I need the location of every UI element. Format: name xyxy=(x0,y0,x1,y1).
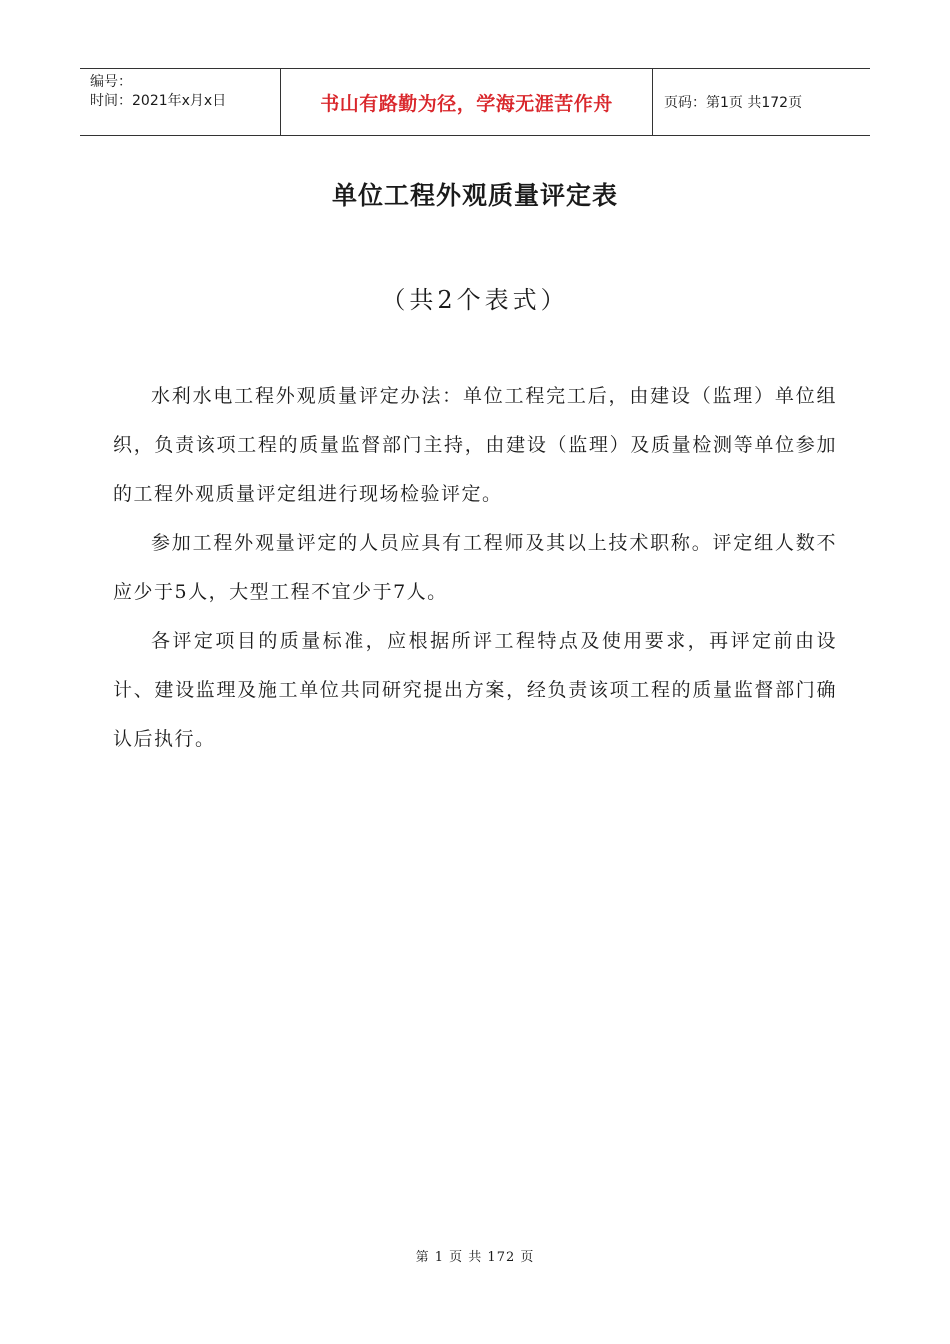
motto-text: 书山有路勤为径，学海无涯苦作舟 xyxy=(320,92,613,115)
document-header xyxy=(80,68,870,136)
document-title: 单位工程外观质量评定表 xyxy=(331,181,618,210)
header-meta-cell xyxy=(80,69,281,135)
body-paragraph-1: 水利水电工程外观质量评定办法：单位工程完工后，由建设（监理）单位组织，负责该项工程的质量监督部门主持，由建设（监理）及质量检测等单位参加的工程外观质量评定组进行现场检验评定。 xyxy=(113,385,837,505)
document-body xyxy=(113,372,837,764)
header-motto-cell xyxy=(281,69,653,135)
document-subtitle: （共2个表式） xyxy=(381,286,569,314)
header-page-cell xyxy=(653,69,870,135)
body-paragraph-2: 参加工程外观量评定的人员应具有工程师及其以上技术职称。评定组人数不应少于5人，大型工程不宜少于7人。 xyxy=(113,532,837,603)
document-time-label: 时间：2021年x月x日 xyxy=(90,93,227,109)
document-number-label: 编号： xyxy=(90,74,132,90)
header-page-info: 页码：第1页 共172页 xyxy=(664,95,803,111)
body-paragraph-3: 各评定项目的质量标准，应根据所评工程特点及使用要求，再评定前由设计、建设监理及施工单位共同研究提出方案，经负责该项工程的质量监督部门确认后执行。 xyxy=(113,630,837,750)
page-footer: 第 1 页 共 172 页 xyxy=(415,1250,535,1265)
